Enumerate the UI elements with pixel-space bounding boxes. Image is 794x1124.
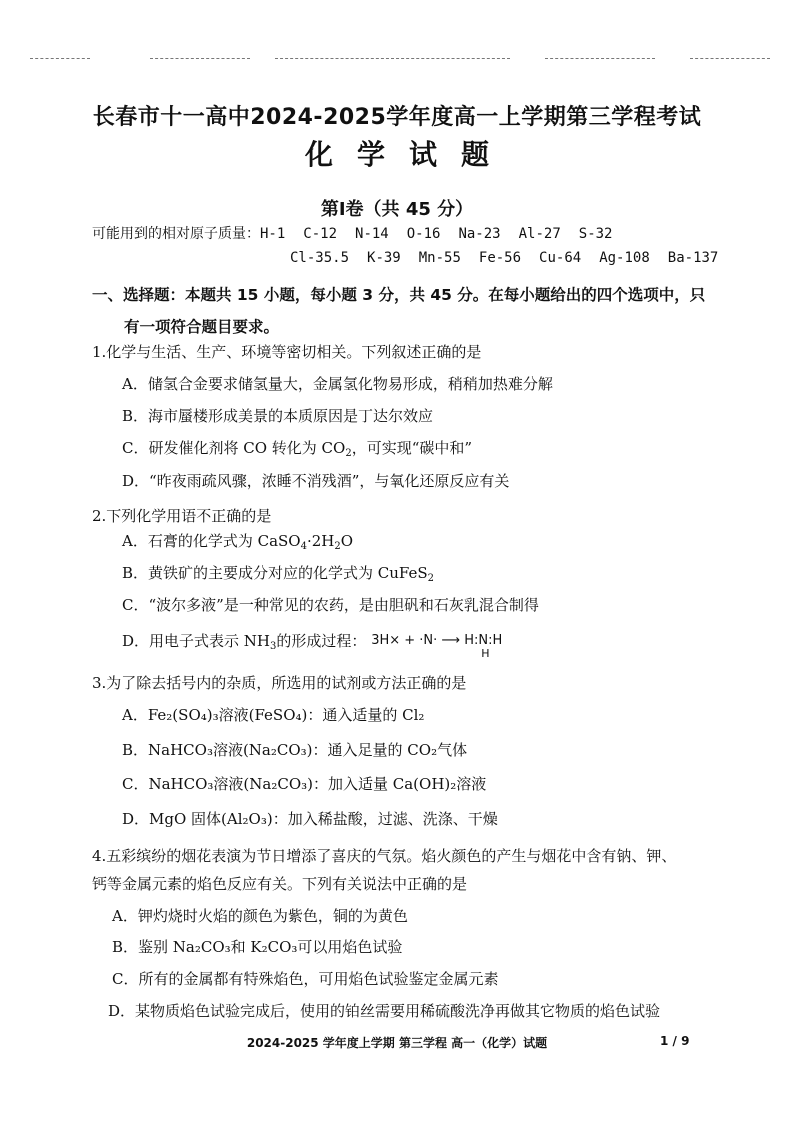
question-2-option-c: C．“波尔多液”是一种常见的农药，是由胆矾和石灰乳混合制得 <box>122 596 539 614</box>
question-1-option-c: C．研发催化剂将 CO 转化为 $CO_2$，可实现“碳中和” <box>122 439 473 459</box>
part-one-heading: 一、选择题：本题共 15 小题，每小题 3 分，共 45 分。在每小题给出的四个选项中，只 有一项符合题目要求。 <box>92 286 706 336</box>
top-divider <box>150 58 250 59</box>
footer-title: 2024-2025 学年度上学期 第三学程 高一（化学）试题 <box>246 1036 548 1050</box>
question-3-option-c: C．NaHCO₃溶液(Na₂CO₃)：加入适量 Ca(OH)₂溶液 <box>122 775 487 793</box>
exam-title: 长春市十一高中2024-2025学年度高一上学期第三学程考试 <box>92 105 702 130</box>
atomic-mass-label: 可能用到的相对原子质量： <box>92 226 260 242</box>
question-4-option-d: D．某物质焰色试验完成后，使用的铂丝需要用稀硫酸洗净再做其它物质的焰色试验 <box>108 1002 661 1020</box>
question-2-option-a: A．石膏的化学式为 $CaSO_4\cdot 2H_2O$ <box>122 532 354 552</box>
section-title: 第Ⅰ卷（共 45 分） <box>320 199 474 220</box>
question-3-stem: 3.为了除去括号内的杂质，所选用的试剂或方法正确的是 <box>92 674 467 692</box>
question-1-option-a: A．储氢合金要求储氢量大，金属氢化物易形成，稍稍加热难分解 <box>122 375 553 393</box>
electron-formula: 3H× + ·N· ⟶ H:N:H H <box>371 632 503 660</box>
question-1-option-b: B．海市蜃楼形成美景的本质原因是丁达尔效应 <box>122 407 434 425</box>
question-4-option-a: A．钾灼烧时火焰的颜色为紫色，铜的为黄色 <box>112 907 408 925</box>
top-divider <box>545 58 655 59</box>
question-3-option-b: B．NaHCO₃溶液(Na₂CO₃)：通入足量的 CO₂气体 <box>122 741 468 759</box>
question-4-option-b: B．鉴别 Na₂CO₃和 K₂CO₃可以用焰色试验 <box>112 938 403 956</box>
question-4-stem-line-2: 钙等金属元素的焰色反应有关。下列有关说法中正确的是 <box>92 875 468 893</box>
top-divider <box>690 58 770 59</box>
top-divider <box>275 58 510 59</box>
question-3-option-d: D．MgO 固体(Al₂O₃)：加入稀盐酸，过滤、洗涤、干燥 <box>122 810 498 828</box>
question-2-option-d: D．用电子式表示 $NH_3$的形成过程： 3H× + ·N· ⟶ H:N:H H <box>122 632 503 660</box>
question-2-stem: 2.下列化学用语不正确的是 <box>92 507 272 525</box>
question-2-option-b: B．黄铁矿的主要成分对应的化学式为 CuFeS$_2$ <box>122 564 435 584</box>
atomic-mass-line-2: Cl-35.5 K-39 Mn-55 Fe-56 Cu-64 Ag-108 Ba-137 <box>290 250 719 266</box>
atomic-mass-line-1: 可能用到的相对原子质量：H-1 C-12 N-14 O-16 Na-23 Al-27 S-32 <box>92 226 613 242</box>
top-divider <box>30 58 90 59</box>
page-number: 1 / 9 <box>660 1034 690 1048</box>
question-4-option-c: C．所有的金属都有特殊焰色，可用焰色试验鉴定金属元素 <box>112 970 499 988</box>
question-3-option-a: A．Fe₂(SO₄)₃溶液(FeSO₄)：通入适量的 Cl₂ <box>122 706 425 724</box>
question-4-stem-line-1: 4.五彩缤纷的烟花表演为节日增添了喜庆的气氛。焰火颜色的产生与烟花中含有钠、钾、 <box>92 847 677 865</box>
subject-title: 化 学 试 题 <box>304 138 490 171</box>
question-1-stem: 1.化学与生活、生产、环境等密切相关。下列叙述正确的是 <box>92 343 482 361</box>
question-1-option-d: D．“昨夜雨疏风骤，浓睡不消残酒”，与氧化还原反应有关 <box>122 472 510 490</box>
